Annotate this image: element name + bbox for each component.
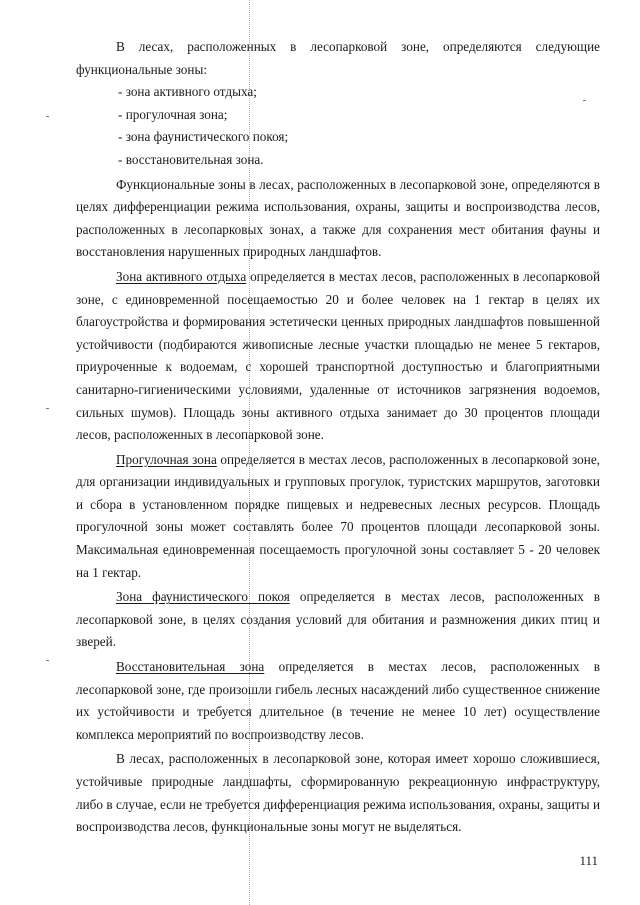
document-body (76, 36, 600, 839)
list-item-active-rest: - зона активного отдыха; (118, 84, 257, 100)
term-restoration-zone: Восстановительная зона (116, 659, 265, 675)
term-fauna-rest-zone: Зона фаунистического покоя (116, 589, 290, 605)
scan-speck (46, 116, 49, 117)
paragraph-body: определяется в местах лесов, расположенных в лесопарковой зоне, для организации индивидуальных и групповых прогулок, туристских маршрутов, заготовки и сбора в установленном порядке пищевых и недревесных лесных ресурсов. Площадь прогулочной зоны может составлять более 70 процентов площади лесопарковой зоны. Максимальная единовременная посещаемость прогулочной зоны составляет 5 - 20 человек на 1 гектар. (76, 451, 600, 580)
term-walking-zone: Прогулочная зона (116, 451, 217, 467)
paragraph-purpose: Функциональные зоны в лесах, расположенных в лесопарковой зоне, определяются в целях дифференциации режима использования, охраны, защиты и воспроизводства лесов, расположенных в лесопарковых зонах, а также для сохранения мест обитания фауны и восстановления нарушенных природных ландшафтов. (76, 176, 600, 260)
paragraph-body: определяется в местах лесов, расположенных в лесопарковой зоне, где произошли гибель лесных насаждений либо существенное снижение их устойчивости и требуется длительное (в течение не менее 10 лет) осуществление комплекса мероприятий по воспроизводству лесов. (76, 659, 600, 742)
page-number: 111 (579, 853, 598, 868)
term-active-rest-zone: Зона активного отдыха (116, 268, 247, 284)
paragraph-walking-zone (76, 449, 600, 585)
paragraph-body: определяется в местах лесов, расположенных в лесопарковой зоне, в целях создания условий для обитания и размножения диких птиц и зверей. (76, 589, 600, 650)
paragraph-body: определяется в местах лесов, расположенных в лесопарковой зоне, с единовременной посещаемостью 20 и более человек на 1 гектар в целях их благоустройства и формирования эстетически ценных природных ландшафтов повышенной устойчивости (подбираются живописные лесные участки площадью не менее 5 гектаров, приуроченные к водоемам, с хорошей транспортной доступностью и благоприятными санитарно-гигиеническими условиями, удаленные от источников загрязнения водоемов, сильных шумов). Площадь зоны активного отдыха занимает до 30 процентов площади лесов, расположенных в лесопарковой зоне. (76, 268, 600, 443)
scan-speck (46, 660, 49, 661)
list-item-fauna-rest: - зона фаунистического покоя; (118, 129, 289, 145)
paragraph-active-rest-zone (76, 266, 600, 447)
list-item-walking: - прогулочная зона; (118, 106, 228, 122)
paragraph-restoration-zone (76, 656, 600, 746)
paragraph-intro: В лесах, расположенных в лесопарковой зоне, определяются следующие функциональные зоны: (76, 39, 600, 77)
list-item-restoration: - восстановительная зона. (118, 151, 264, 167)
paragraph-fauna-rest-zone (76, 586, 600, 654)
paragraph-conclusion: В лесах, расположенных в лесопарковой зоне, которая имеет хорошо сложившиеся, устойчивые природные ландшафты, сформированную рекреационную инфраструктуру, либо в случае, если не требуется дифференциация режима использования, охраны, защиты и воспроизводства лесов, функциональные зоны могут не выделяться. (76, 751, 600, 835)
scan-speck (46, 408, 49, 409)
